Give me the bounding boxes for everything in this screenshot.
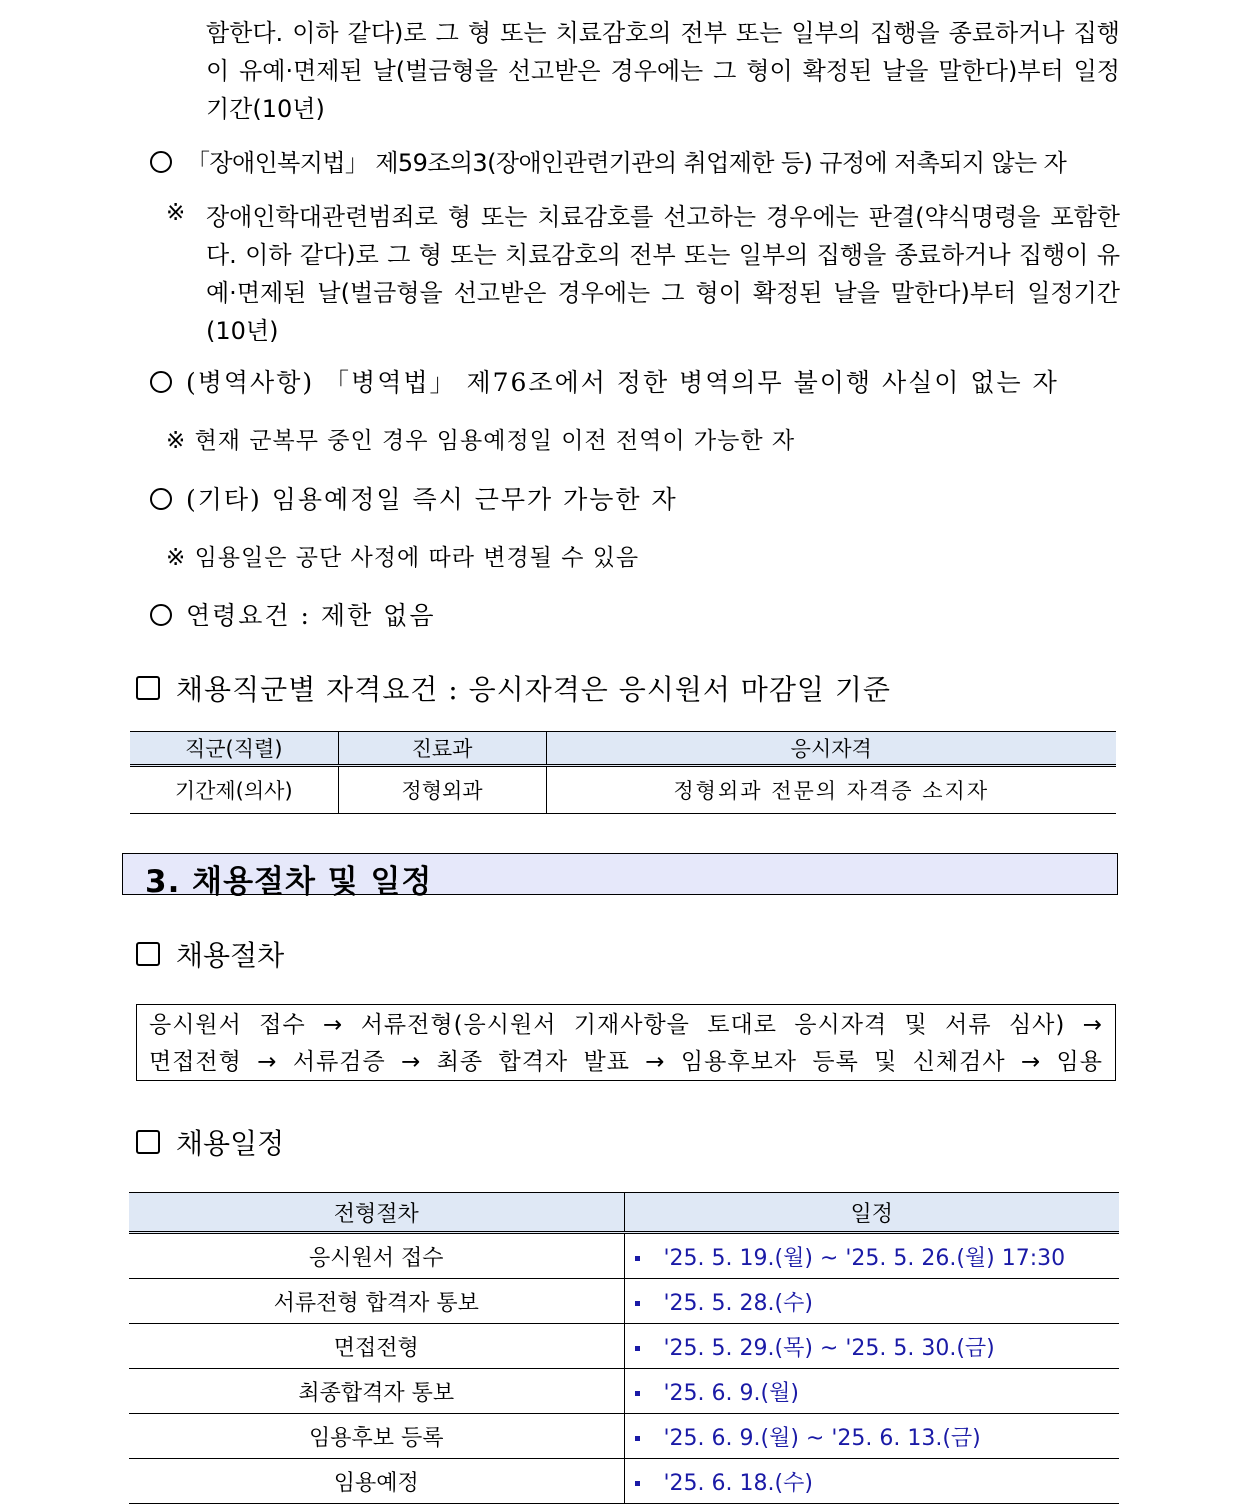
section-title: 3. 채용절차 및 일정 xyxy=(145,864,433,900)
requirement-item-military xyxy=(150,363,1059,399)
requirement-text: 연령요건 : 제한 없음 xyxy=(186,601,436,630)
requirement-text: (기타) 임용예정일 즉시 근무가 가능한 자 xyxy=(186,485,678,514)
procedure-line: 면접전형 → 서류검증 → 최종 합격자 발표 → 임용후보자 등록 및 신체검사 → 임용 xyxy=(149,1049,1103,1075)
procedure-line: 응시원서 접수 → 서류전형(응시원서 기재사항을 토대로 응시자격 및 서류 심사) → xyxy=(149,1012,1103,1038)
note-disability-crime: 장애인학대관련범죄로 형 또는 치료감호를 선고하는 경우에는 판결(약식명령을 포함한다. 이하 같다)로 그 형 또는 치료감호의 전부 또는 일부의 집행을 종료하거나 집행이 유예·면제된 날(벌금형을 선고받은 경우에는 그 형이 확정된 날을 말한다)부터 일정기간(10년) xyxy=(206,203,1120,345)
bullet-dot-icon xyxy=(635,1256,640,1261)
stage-cell: 응시원서 접수 xyxy=(129,1233,624,1279)
table-row xyxy=(129,1414,1119,1459)
table-row xyxy=(129,1459,1119,1504)
heading-qualification xyxy=(136,668,891,708)
circle-bullet-icon xyxy=(150,151,172,173)
date-text: '25. 5. 19.(월) ~ '25. 5. 26.(월) 17:30 xyxy=(663,1245,1066,1271)
heading-schedule xyxy=(136,1122,284,1162)
table-row xyxy=(129,1233,1119,1279)
requirement-item-other xyxy=(150,480,678,516)
schedule-table xyxy=(129,1192,1119,1504)
date-cell xyxy=(624,1324,1119,1369)
date-cell xyxy=(624,1233,1119,1279)
date-cell xyxy=(624,1279,1119,1324)
table-cell: 정형외과 xyxy=(338,766,546,814)
table-row xyxy=(129,1369,1119,1414)
requirement-item-disability-act xyxy=(150,143,1066,178)
table-header-row xyxy=(130,732,1116,766)
checkbox-square-icon xyxy=(136,1130,160,1154)
bullet-dot-icon xyxy=(635,1436,640,1441)
qualification-table xyxy=(130,731,1116,814)
circle-bullet-icon xyxy=(150,604,172,626)
table-row xyxy=(130,766,1116,814)
stage-cell: 임용예정 xyxy=(129,1459,624,1504)
table-cell: 기간제(의사) xyxy=(130,766,338,814)
heading-text: 채용일정 xyxy=(176,1127,285,1160)
checkbox-square-icon xyxy=(136,676,160,700)
column-header: 응시자격 xyxy=(546,732,1116,766)
note-military: ※ 현재 군복무 중인 경우 임용예정일 이전 전역이 가능한 자 xyxy=(166,428,796,454)
table-row xyxy=(129,1324,1119,1369)
date-cell xyxy=(624,1459,1119,1504)
date-text: '25. 5. 29.(목) ~ '25. 5. 30.(금) xyxy=(663,1335,995,1361)
column-header: 진료과 xyxy=(338,732,546,766)
table-cell: 정형외과 전문의 자격증 소지자 xyxy=(546,766,1116,814)
note-mark: ※ xyxy=(166,200,186,226)
bullet-dot-icon xyxy=(635,1346,640,1351)
date-text: '25. 5. 28.(수) xyxy=(663,1290,813,1316)
requirement-text: 「장애인복지법」 제59조의3(장애인관련기관의 취업제한 등) 규정에 저촉되지 않는 자 xyxy=(186,149,1067,177)
date-text: '25. 6. 18.(수) xyxy=(663,1470,813,1496)
date-cell xyxy=(624,1414,1119,1459)
heading-procedure xyxy=(136,934,284,974)
table-header-row xyxy=(129,1193,1119,1233)
stage-cell: 임용후보 등록 xyxy=(129,1414,624,1459)
bullet-dot-icon xyxy=(635,1301,640,1306)
requirement-text: (병역사항) 「병역법」 제76조에서 정한 병역의무 불이행 사실이 없는 자 xyxy=(186,368,1059,397)
column-header: 직군(직렬) xyxy=(130,732,338,766)
stage-cell: 최종합격자 통보 xyxy=(129,1369,624,1414)
date-cell xyxy=(624,1369,1119,1414)
heading-text: 채용절차 xyxy=(176,939,285,972)
circle-bullet-icon xyxy=(150,488,172,510)
checkbox-square-icon xyxy=(136,942,160,966)
note-appointment-date: ※ 임용일은 공단 사정에 따라 변경될 수 있음 xyxy=(166,545,640,571)
column-header: 일정 xyxy=(624,1193,1119,1233)
circle-bullet-icon xyxy=(150,371,172,393)
column-header: 전형절차 xyxy=(129,1193,624,1233)
bullet-dot-icon xyxy=(635,1481,640,1486)
stage-cell: 면접전형 xyxy=(129,1324,624,1369)
procedure-box xyxy=(136,1004,1116,1081)
date-text: '25. 6. 9.(월) ~ '25. 6. 13.(금) xyxy=(663,1425,981,1451)
date-text: '25. 6. 9.(월) xyxy=(663,1380,799,1406)
heading-text: 채용직군별 자격요건 : 응시자격은 응시원서 마감일 기준 xyxy=(176,673,891,706)
continued-note-paragraph: 함한다. 이하 같다)로 그 형 또는 치료감호의 전부 또는 일부의 집행을 종료하거나 집행이 유예·면제된 날(벌금형을 선고받은 경우에는 그 형이 확정된 날을 말한다)부터 일정기간(10년) xyxy=(206,19,1120,123)
stage-cell: 서류전형 합격자 통보 xyxy=(129,1279,624,1324)
bullet-dot-icon xyxy=(635,1391,640,1396)
section-title-bar xyxy=(122,853,1118,900)
requirement-item-age xyxy=(150,596,435,632)
table-row xyxy=(129,1279,1119,1324)
